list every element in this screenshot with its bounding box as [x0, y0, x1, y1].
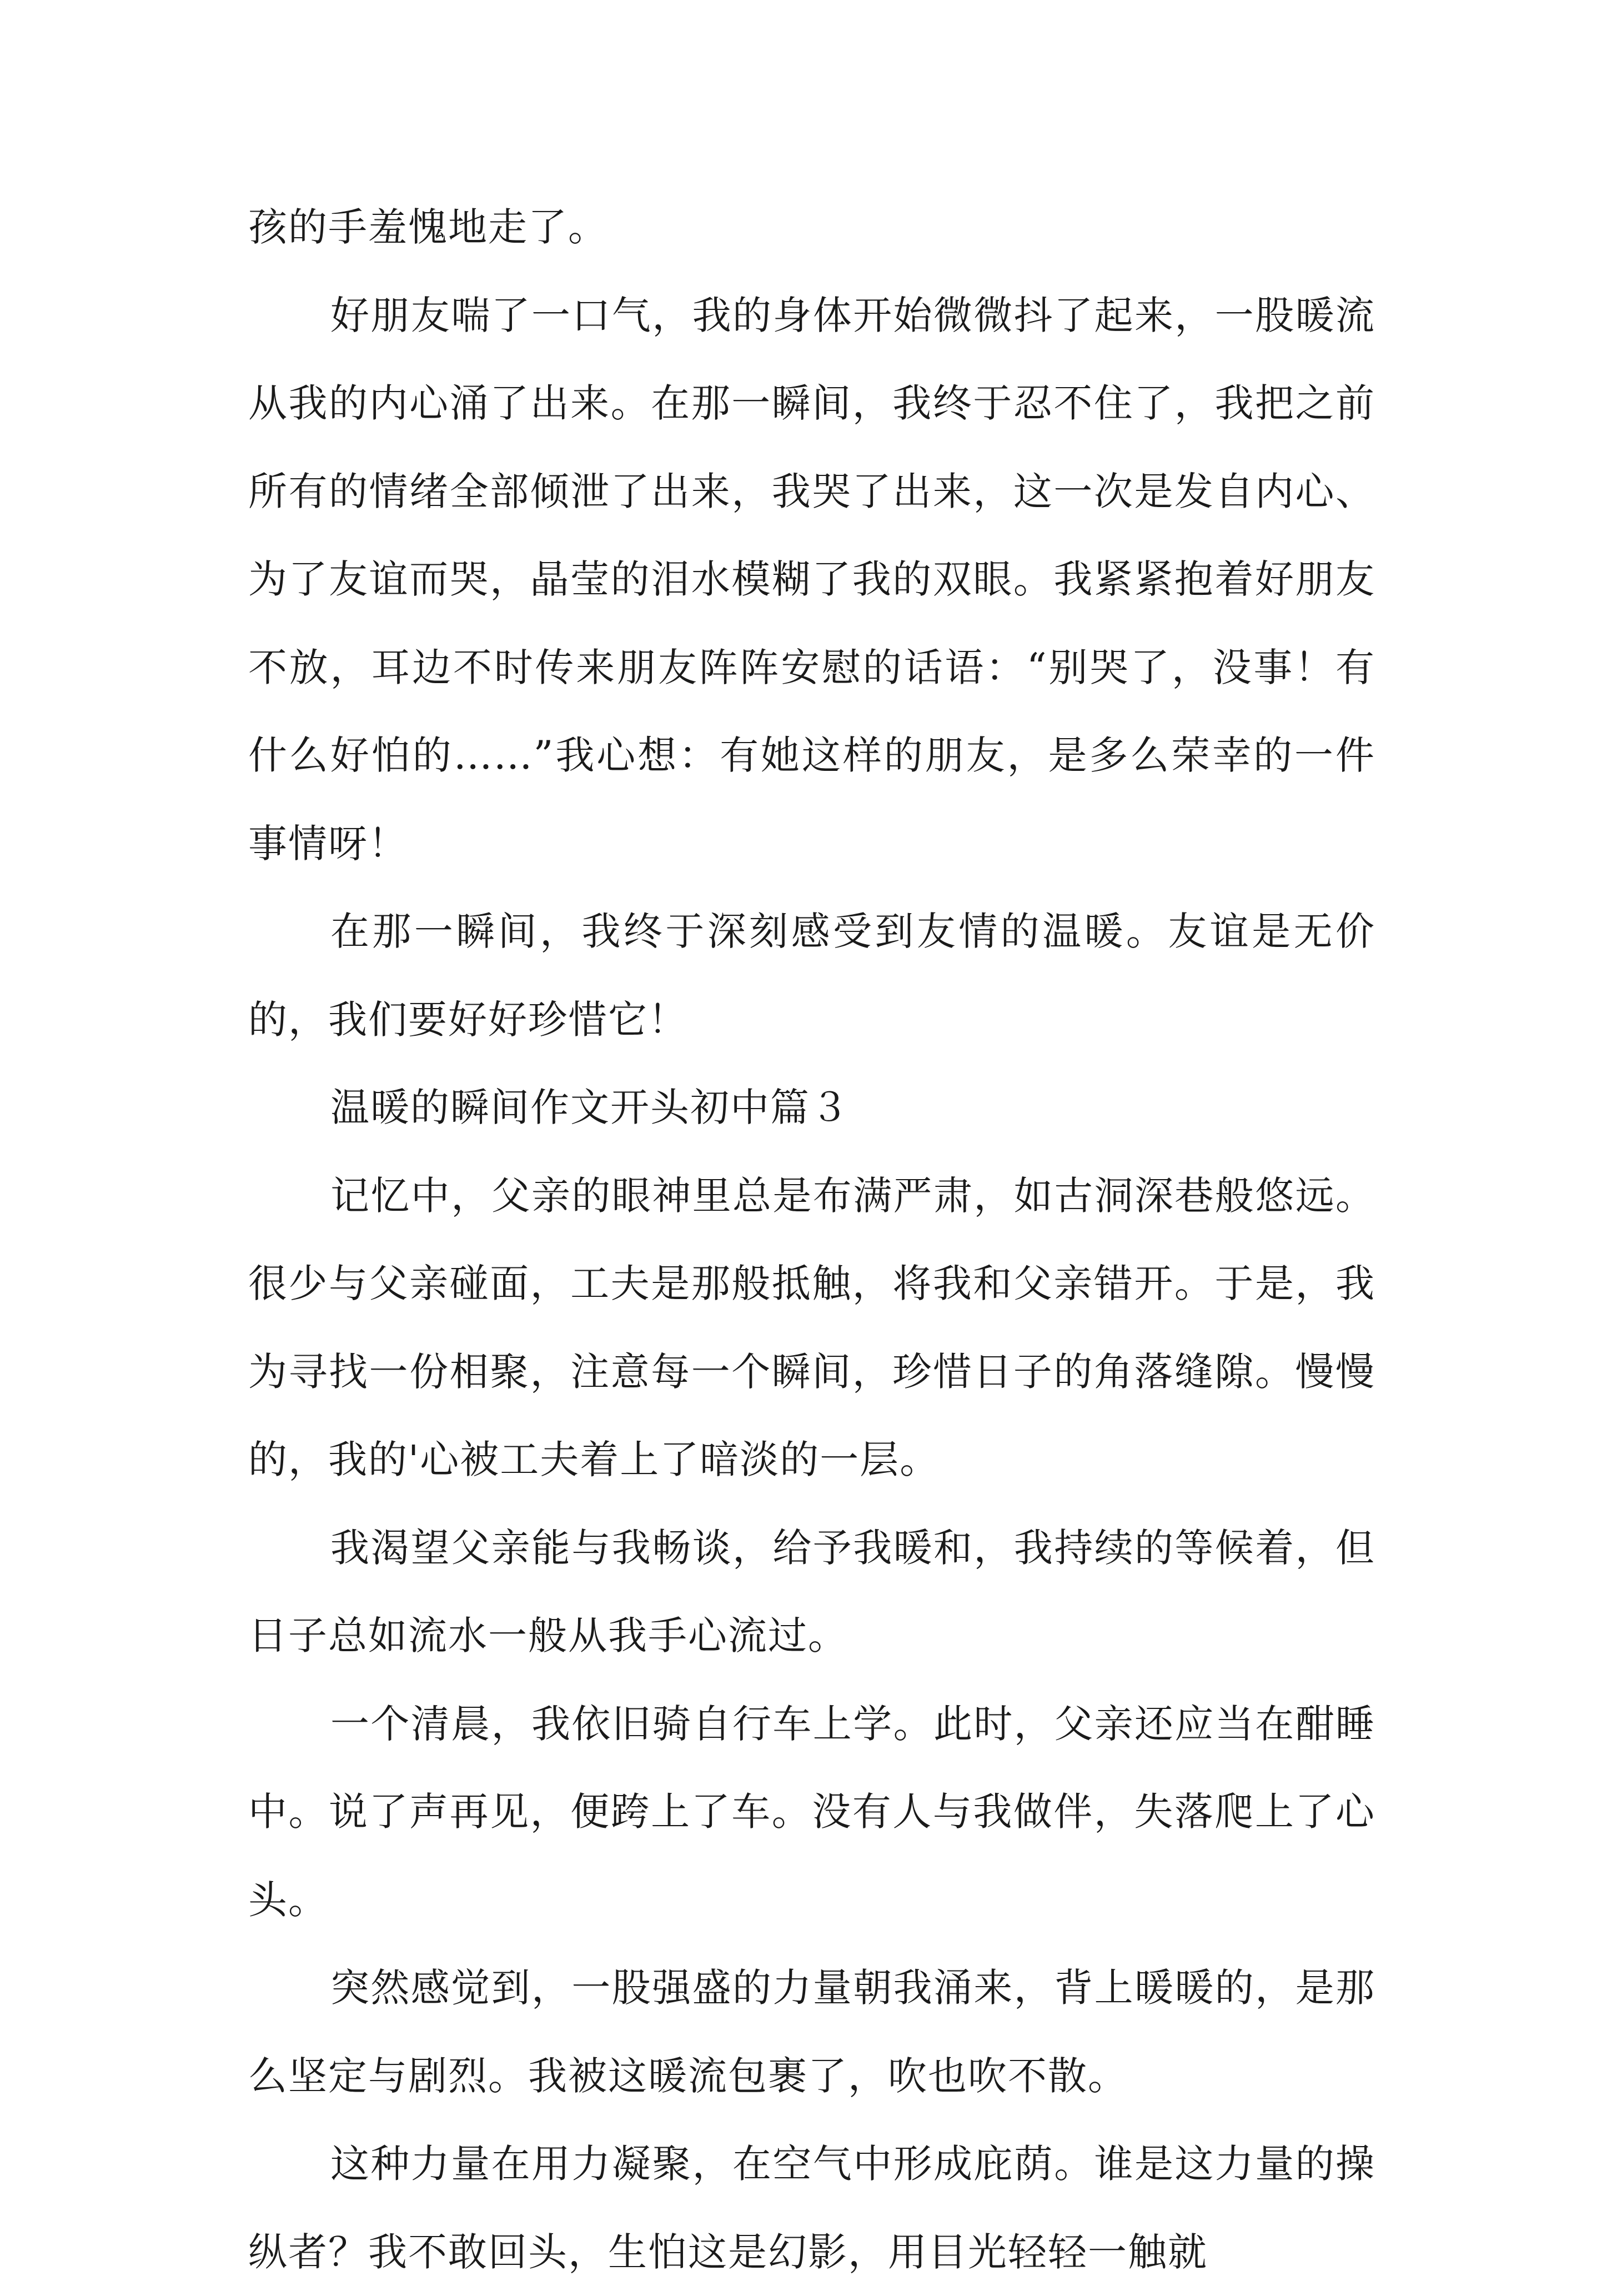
paragraph: 记忆中，父亲的眼神里总是布满严肃，如古洞深巷般悠远。很少与父亲碰面，工夫是那般抵触，将我和父亲错开。于是，我为寻找一份相聚，注意每一个瞬间，珍惜日子的角落缝隙。慢慢的，我的'心被工夫着上了暗淡的一层。: [248, 1172, 1375, 1482]
paragraph: 一个清晨，我依旧骑自行车上学。此时，父亲还应当在酣睡中。说了声再见，便跨上了车。没有人与我做伴，失落爬上了心头。: [248, 1701, 1375, 1923]
document-body: [248, 183, 1375, 2296]
paragraph: 这种力量在用力凝聚，在空气中形成庇荫。谁是这力量的操纵者？我不敢回头，生怕这是幻影，用目光轻轻一触就: [248, 2141, 1375, 2275]
paragraph: 好朋友喘了一口气，我的身体开始微微抖了起来，一股暖流从我的内心涌了出来。在那一瞬间，我终于忍不住了，我把之前所有的情绪全部倾泄了出来，我哭了出来，这一次是发自内心、为了友谊而哭，晶莹的泪水模糊了我的双眼。我紧紧抱着好朋友不放，耳边不时传来朋友阵阵安慰的话语：“别哭了，没事！有什么好怕的……”我心想：有她这样的朋友，是多么荣幸的一件事情呀！: [248, 292, 1375, 866]
paragraph: 突然感觉到，一股强盛的力量朝我涌来，背上暖暖的，是那么坚定与剧烈。我被这暖流包裹了，吹也吹不散。: [248, 1965, 1375, 2099]
paragraph-continuation: 孩的手羞愧地走了。: [248, 204, 608, 250]
paragraph: 我渴望父亲能与我畅谈，给予我暖和，我持续的等候着，但日子总如流水一般从我手心流过。: [248, 1525, 1375, 1658]
paragraph: 在那一瞬间，我终于深刻感受到友情的温暖。友谊是无价的，我们要好好珍惜它！: [248, 909, 1375, 1042]
section-heading: 温暖的瞬间作文开头初中篇３: [330, 1085, 850, 1130]
